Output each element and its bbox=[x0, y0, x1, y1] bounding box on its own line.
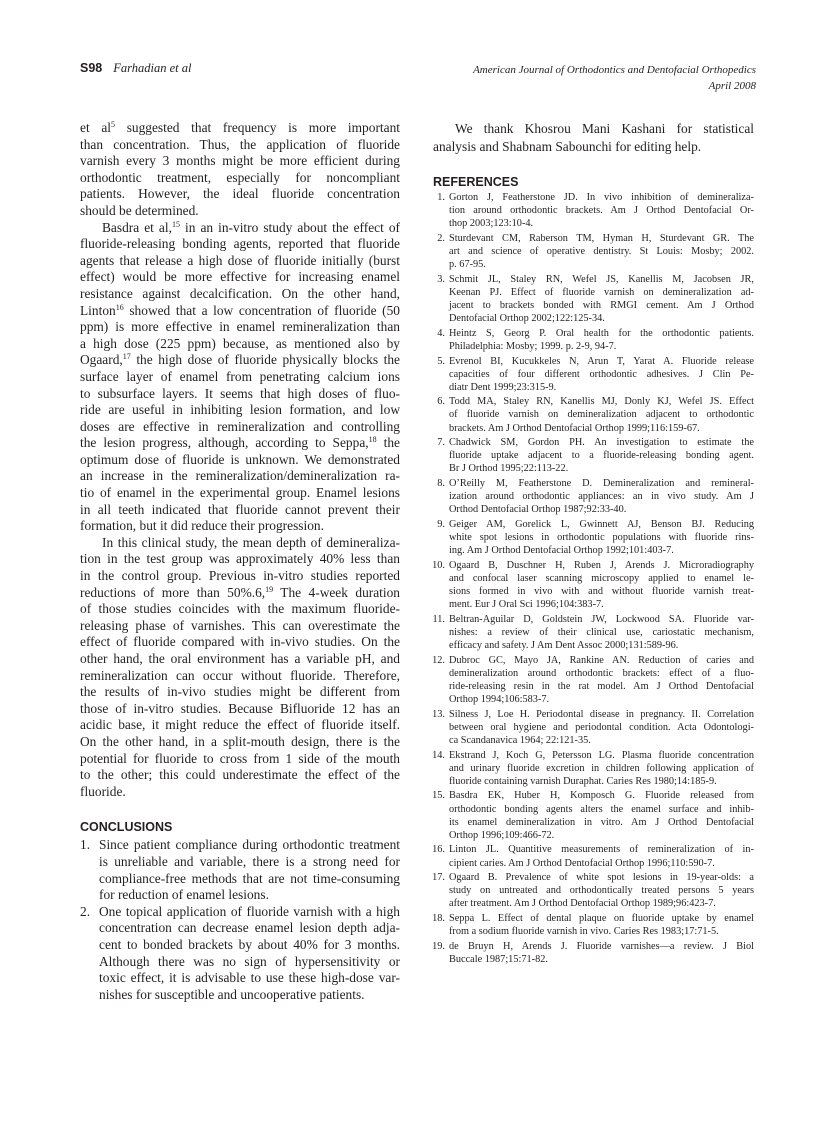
text-line: and urinary fluoride excretion in children following application of bbox=[449, 762, 754, 774]
reference-number: 17. bbox=[432, 872, 445, 884]
issue-date: April 2008 bbox=[708, 80, 756, 92]
text-line: other hand, the oral environment has a variable pH, and bbox=[80, 651, 400, 666]
reference-number: 16. bbox=[432, 844, 445, 856]
text-line: Keenan PJ. Effect of fluoride varnish on demineralization ad- bbox=[449, 286, 754, 298]
text-line: nishes for susceptible and uncooperative patients. bbox=[99, 986, 365, 1002]
text-line: Orthop 1994;106:583-7. bbox=[449, 694, 550, 705]
right-column bbox=[433, 120, 754, 968]
citation-superscript: 19 bbox=[265, 584, 274, 594]
page-number: S98 bbox=[80, 61, 103, 75]
text-line: thop 2003;123:10-4. bbox=[449, 218, 534, 230]
text-line: after treatment. Am J Orthod Dentofacial Orthop 1989;96:423-7. bbox=[449, 898, 716, 910]
text-line: study on untreated and orthodontically treated persons 5 years bbox=[449, 885, 754, 897]
text-line: Buccale 1987;15:71-82. bbox=[449, 953, 548, 965]
reference-item bbox=[433, 559, 754, 611]
text-line: et $al^5$ suggested that frequency is more important bbox=[80, 120, 400, 135]
reference-item bbox=[433, 654, 754, 706]
text-line: effect) would be more effective for increasing enamel bbox=[80, 269, 400, 285]
text-line: cipient caries. Am J Orthod Dentofacial Orthop 1996;110:590-7. bbox=[449, 857, 715, 869]
reference-number: 14. bbox=[432, 749, 445, 761]
text-line: efficacy and safety. J Am Dent Assoc 2000;131:589-96. bbox=[449, 640, 679, 652]
reference-item bbox=[433, 273, 754, 325]
text-line: concentration can decrease enamel lesion depth adja- bbox=[99, 920, 400, 936]
text-line: Although there was no sign of hypersensitivity or bbox=[99, 953, 400, 969]
text-line: Ekstrand J, Koch G, Petersson LG. Plasma fluoride concentration bbox=[449, 749, 754, 761]
reference-number: 2. bbox=[437, 232, 445, 244]
text-line: Orthop 1996;109:466-72. bbox=[449, 829, 555, 841]
text-line: from a sodium fluoride varnish in vivo. Caries Res 1983;17:71-5. bbox=[449, 926, 719, 938]
text-line: Schmit JL, Staley RN, Wefel JS, Kanellis M, Jacobsen JR, bbox=[449, 273, 754, 285]
text-line: reductions of more than 50%.6,19 The 4-week duration bbox=[80, 584, 400, 600]
text-line: On the other hand, in a split-mouth design, there is the bbox=[80, 733, 400, 749]
text-line: to subsurface layers. It seems that high doses of fluo- bbox=[80, 385, 400, 401]
text-line: We thank Khosrou Mani Kashani for statistical bbox=[455, 121, 754, 136]
acknowledgment bbox=[433, 120, 754, 156]
text-line: in the control group. Previous in-vitro studies reported bbox=[80, 568, 400, 584]
text-line: cent to bonded brackets by about 40% for 3 months. bbox=[99, 936, 400, 952]
reference-item bbox=[433, 232, 754, 271]
text-line: tio of enamel in the experimental group. Enamel lesions bbox=[80, 485, 400, 501]
text-line: of fluoride varnish on demineralization adjacent to orthodontic bbox=[449, 409, 754, 421]
text-line: tion around orthodontic brackets. Am J Orthod Dentofacial Or- bbox=[449, 205, 754, 217]
text-line: of those studies coincides with the maximum fluoride- bbox=[80, 601, 400, 617]
text-line: Dentofacial Orthop 2002;122:125-34. bbox=[449, 313, 605, 325]
running-header-left bbox=[80, 61, 192, 76]
text-line: Beltran-Aguilar D, Goldstein JW, Lockwood SA. Fluoride var- bbox=[449, 613, 754, 625]
text-line: Linton$^{16}$ showed that a low concentration of fluoride (50 bbox=[80, 302, 400, 318]
conclusion-item bbox=[80, 904, 400, 1004]
text-line: Heintz S, Georg P. Oral health for the orthodontic patients. bbox=[449, 327, 754, 339]
text-line: Sturdevant CM, Raberson TM, Hyman H, Sturdevant GR. The bbox=[449, 232, 754, 244]
text-line: Br J Orthod 1995;22:113-22. bbox=[449, 463, 569, 475]
reference-item bbox=[433, 436, 754, 475]
citation-superscript: 18 bbox=[368, 435, 377, 445]
text-line: fluoride containing varnish Duraphat. Caries Res 1980;14:185-9. bbox=[449, 775, 717, 787]
text-line: Since patient compliance during orthodontic treatment bbox=[99, 837, 400, 853]
reference-number: 1. bbox=[437, 192, 445, 203]
text-line: fluoride-releasing bonding agents, reported that fluoride bbox=[80, 236, 400, 252]
running-authors: Farhadian et al bbox=[113, 61, 192, 75]
text-line: ment. Eur J Oral Sci 1996;104:383-7. bbox=[449, 599, 604, 611]
reference-item bbox=[433, 613, 754, 652]
text-line: orthodontic bonding agents alters the enamel surface and inhib- bbox=[449, 803, 754, 815]
text-line: patients. However, the ideal fluoride concentration bbox=[80, 186, 400, 202]
reference-item bbox=[433, 749, 754, 788]
reference-item bbox=[433, 518, 754, 557]
text-line: the results of in-vivo studies might be different from bbox=[80, 684, 400, 700]
text-line: demineralization around orthodontic brackets: effect of a fluo- bbox=[449, 667, 754, 679]
conclusions-heading: CONCLUSIONS bbox=[80, 820, 173, 835]
text-line: white spot lesions in orthodontic populations with fluoride rins- bbox=[449, 532, 754, 544]
text-line: in all teeth indicated that fluoride cannot prevent their bbox=[80, 501, 400, 517]
text-line: those of in-vitro studies. Because Bifluoride 12 has an bbox=[80, 700, 400, 716]
citation-superscript: 16 bbox=[115, 302, 124, 312]
reference-number: 11. bbox=[432, 613, 445, 625]
discussion-text bbox=[80, 120, 400, 800]
paragraph bbox=[80, 120, 400, 220]
reference-item bbox=[433, 843, 754, 869]
text-line: its enamel demineralization in vitro. Am J Orthod Dentofacial bbox=[449, 816, 754, 828]
conclusion-number: 2. bbox=[80, 903, 91, 919]
text-line: agents that release a high dose of fluoride initially (burst bbox=[80, 252, 400, 268]
reference-item bbox=[433, 912, 754, 938]
text-line: effect of fluoride compared with in-vivo studies. On the bbox=[80, 634, 400, 650]
conclusion-number: 1. bbox=[80, 837, 91, 853]
text-line: Ogaard B. Prevalence of white spot lesions in 19-year-olds: a bbox=[449, 872, 754, 884]
text-line: Seppa L. Effect of dental plaque on fluoride uptake by enamel bbox=[449, 913, 754, 925]
text-line: remineralization can occur without fluoride. Therefore, bbox=[80, 667, 400, 683]
text-line: ride are useful in inhibiting lesion formation, and low bbox=[80, 402, 400, 418]
reference-number: 5. bbox=[437, 355, 445, 367]
text-line: resistance against decalcification. On the other hand, bbox=[80, 285, 400, 301]
text-line: orthodontic treatment, especially for noncompliant bbox=[80, 169, 400, 185]
citation-superscript: 15 bbox=[171, 219, 180, 229]
text-line: Todd MA, Staley RN, Kanellis MJ, Donly KJ, Wefel JS. Effect bbox=[449, 396, 754, 408]
text-line: Silness J, Loe H. Periodontal disease in pregnancy. II. Correlation bbox=[449, 708, 754, 720]
text-line: Ogaard,$^{17}$ the high dose of fluoride physically blocks the bbox=[80, 352, 400, 368]
reference-item bbox=[433, 789, 754, 841]
text-line: ppm) is more effective in enamel remineralization than bbox=[80, 319, 400, 335]
reference-item bbox=[433, 871, 754, 910]
reference-number: 9. bbox=[437, 519, 445, 530]
reference-number: 4. bbox=[437, 327, 445, 339]
reference-number: 6. bbox=[437, 396, 445, 408]
left-column bbox=[80, 120, 400, 1003]
paragraph bbox=[80, 535, 400, 801]
conclusion-item bbox=[80, 837, 400, 903]
text-line: Chadwick SM, Gordon PH. An investigation to estimate the bbox=[449, 437, 754, 449]
text-line: fluoride uptake adjacent to a fluoride-releasing bonding agent. bbox=[449, 450, 754, 462]
text-line: de Bruyn H, Arends J. Fluoride varnishes—a review. J Biol bbox=[449, 940, 754, 952]
reference-number: 15. bbox=[432, 790, 445, 802]
reference-item bbox=[433, 477, 754, 516]
text-line: to the other; this could underestimate the effect of the bbox=[80, 767, 400, 783]
running-header-right bbox=[473, 62, 756, 94]
journal-title: American Journal of Orthodontics and Dentofacial Orthopedics bbox=[473, 64, 756, 76]
text-line: is unreliable and variable, there is a strong need for bbox=[99, 853, 400, 869]
references-heading: REFERENCES bbox=[433, 175, 519, 189]
text-line: Linton JL. Quantitive measurements of remineralization of in- bbox=[449, 844, 754, 856]
text-line: compliance-free methods that are not time-consuming bbox=[99, 870, 400, 886]
text-line: ride-releasing resin in the rat model. Am J Orthod Dentofacial bbox=[449, 680, 754, 692]
text-line: fluoride. bbox=[80, 783, 126, 799]
text-line: analysis and Shabnam Sabounchi for editing help. bbox=[433, 139, 702, 154]
reference-number: 13. bbox=[432, 708, 445, 720]
text-line: nishes: a review of their clinical use, cariostatic mechanism, bbox=[449, 626, 754, 638]
text-line: a high dose (225 ppm) because, as mentioned also by bbox=[80, 335, 400, 351]
reference-number: 3. bbox=[437, 273, 445, 285]
text-line: varnish every 3 months might be more efficient during bbox=[80, 153, 400, 169]
text-line: ing. Am J Orthod Dentofacial Orthop 1992;101:403-7. bbox=[449, 545, 674, 557]
text-line: brackets. Am J Orthod Dentofacial Orthop 1999;116:159-67. bbox=[449, 422, 700, 434]
text-line: diatr Dent 1999;23:315-9. bbox=[449, 381, 557, 393]
reference-number: 12. bbox=[432, 654, 445, 666]
text-line: Geiger AM, Gorelick L, Gwinnett AJ, Benson BJ. Reducing bbox=[449, 519, 754, 530]
text-line: for reduction of enamel lesions. bbox=[99, 887, 269, 903]
text-line: sions formed in vivo with and without fluoride varnish treat- bbox=[449, 586, 754, 598]
conclusions-list bbox=[80, 837, 400, 1003]
text-line: doses are effective in remineralization and controlling bbox=[80, 418, 400, 434]
text-line: Gorton J, Featherstone JD. In vivo inhibition of demineraliza- bbox=[449, 192, 754, 203]
citation-superscript: 17 bbox=[122, 352, 131, 362]
text-line: Basdra et al,$^{15}$ in an in-vitro study about the effect of bbox=[102, 219, 400, 235]
text-line: should be determined. bbox=[80, 202, 199, 218]
text-line: formation, but it did reduce their progression. bbox=[80, 518, 324, 534]
text-line: and confocal laser scanning microscopy applied to enamel le- bbox=[449, 572, 754, 584]
reference-number: 8. bbox=[437, 478, 445, 490]
text-line: acidic base, it might reduce the effect of fluoride itself. bbox=[80, 717, 400, 733]
paragraph bbox=[80, 220, 400, 535]
text-line: In this clinical study, the mean depth of demineraliza- bbox=[102, 534, 400, 550]
text-line: ca Scandanavica 1964; 22:121-35. bbox=[449, 734, 591, 746]
text-line: Philadelphia: Mosby; 1999. p. 2-9, 94-7. bbox=[449, 340, 617, 352]
text-line: an increase in the remineralization/demineralization ra- bbox=[80, 468, 400, 484]
reference-item bbox=[433, 355, 754, 394]
text-line: p. 67-95. bbox=[449, 259, 486, 271]
text-line: optimum dose of fluoride is unknown. We demonstrated bbox=[80, 451, 400, 467]
reference-number: 18. bbox=[432, 913, 445, 925]
reference-item bbox=[433, 395, 754, 434]
references-list bbox=[433, 191, 754, 966]
text-line: capacities of four different orthodontic adhesives. J Clin Pe- bbox=[449, 368, 754, 380]
text-line: than concentration. Thus, the application of fluoride bbox=[80, 136, 400, 152]
text-line: between oral hygiene and periodontal condition. Acta Odontologi- bbox=[449, 721, 754, 733]
reference-item bbox=[433, 191, 754, 230]
text-line: the lesion progress, although, according to Seppa,$^{18}$ the bbox=[80, 435, 400, 451]
reference-item bbox=[433, 708, 754, 747]
text-line: releasing phase of varnishes. This can overestimate the bbox=[80, 617, 400, 633]
text-line: potential for fluoride to cross from 1 side of the mouth bbox=[80, 750, 400, 766]
text-line: Ogaard B, Duschner H, Ruben J, Arends J. Microradiography bbox=[449, 559, 754, 571]
text-line: Evrenol BI, Kucukkeles N, Arun T, Yarat A. Fluoride release bbox=[449, 355, 754, 367]
text-line: toxic effect, it is advisable to use these high-dose var- bbox=[99, 970, 400, 986]
citation-superscript: 5 bbox=[111, 120, 116, 129]
reference-number: 19. bbox=[432, 940, 445, 952]
reference-number: 7. bbox=[437, 437, 445, 449]
text-line: surface layer of enamel from penetrating calcium ions bbox=[80, 368, 400, 384]
text-line: ization around orthodontic appliances: an in vivo study. Am J bbox=[449, 491, 754, 503]
reference-number: 10. bbox=[432, 559, 445, 571]
text-line: tion in the test group was approximately 40% less than bbox=[80, 551, 400, 567]
reference-item bbox=[433, 327, 754, 353]
text-line: One topical application of fluoride varnish with a high bbox=[99, 903, 400, 919]
text-line: Basdra EK, Huber H, Komposch G. Fluoride released from bbox=[449, 790, 754, 802]
text-line: O’Reilly M, Featherstone D. Demineralization and remineral- bbox=[449, 478, 754, 490]
text-line: Orthod Dentofacial Orthop 1987;92:33-40. bbox=[449, 504, 627, 516]
text-line: jacent to brackets bonded with RMGI cement. Am J Orthod bbox=[449, 299, 754, 311]
text-line: art and science of operative dentistry. St Louis: Mosby; 2002. bbox=[449, 245, 754, 257]
reference-item bbox=[433, 940, 754, 966]
text-line: Dubroc GC, Mayo JA, Rankine AN. Reduction of caries and bbox=[449, 654, 754, 666]
